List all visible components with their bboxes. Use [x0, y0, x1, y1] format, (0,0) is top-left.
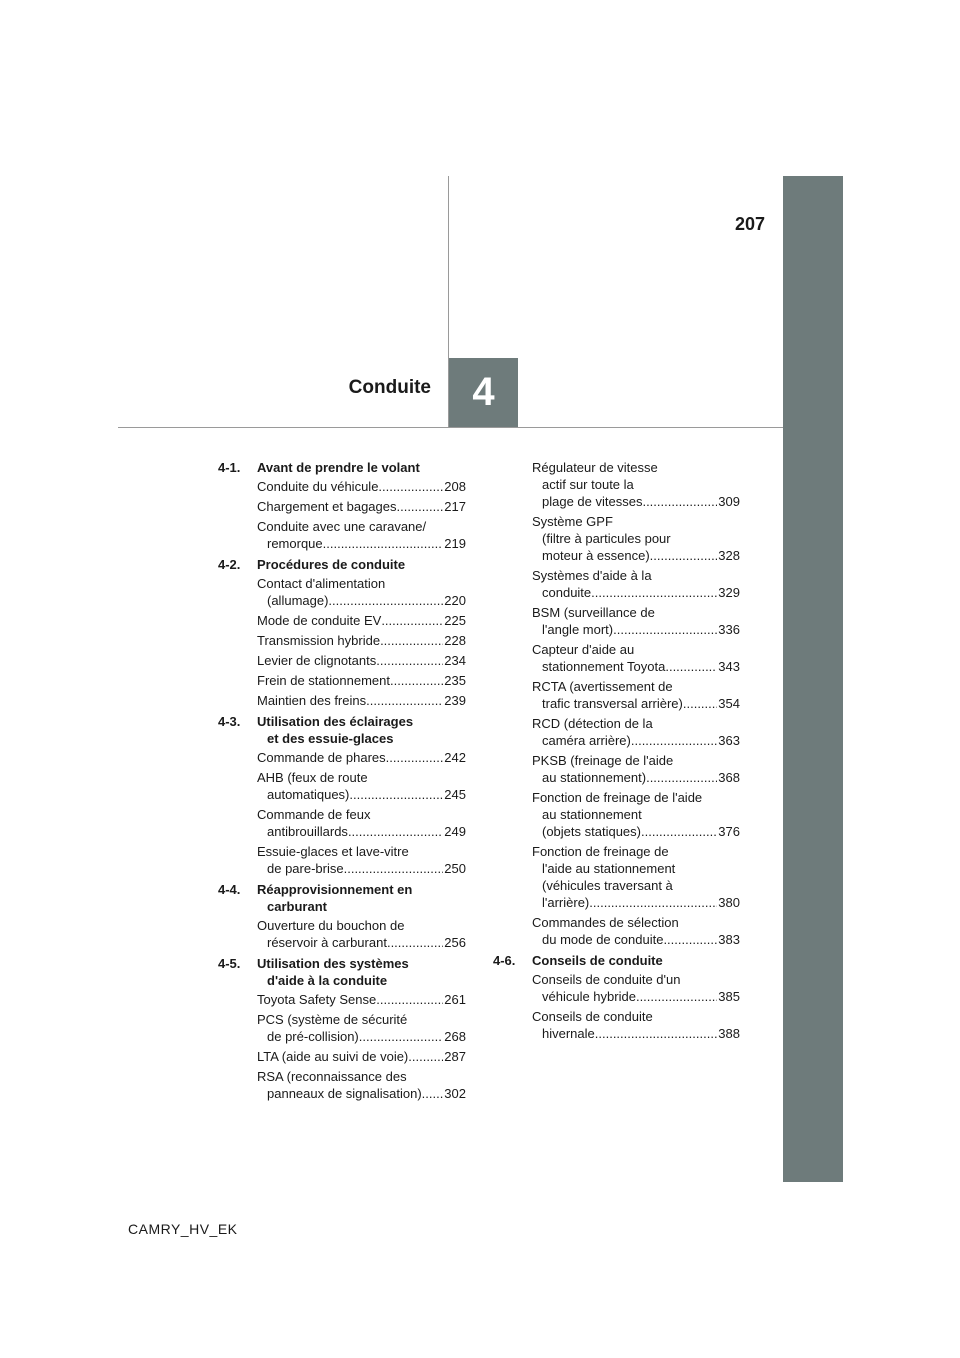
- section-number: 4-3.: [218, 714, 241, 729]
- entry-page-number: 380: [718, 895, 740, 910]
- entry-page-number: 239: [444, 693, 466, 708]
- section-number: 4-5.: [218, 956, 241, 971]
- toc-entry[interactable]: [257, 518, 466, 552]
- toc-entry[interactable]: [257, 692, 466, 709]
- dot-leader: [631, 732, 717, 749]
- entry-page-number: 217: [444, 499, 466, 514]
- section-number: 4-6.: [493, 953, 516, 968]
- section-title-line: Avant de prendre le volant: [257, 460, 420, 475]
- entry-title-line: Contact d'alimentation: [257, 576, 386, 591]
- entry-page-number: 336: [718, 622, 740, 637]
- entry-title-last-line: [532, 695, 740, 712]
- footer-model-code: CAMRY_HV_EK: [128, 1221, 238, 1237]
- dot-leader: [663, 931, 717, 948]
- entry-title-last-line: [532, 493, 740, 510]
- dot-leader: [646, 769, 717, 786]
- entry-title-line: l'angle mort): [542, 622, 614, 637]
- toc-entry[interactable]: [257, 632, 466, 649]
- entry-title-line: de pré-collision): [267, 1029, 359, 1044]
- entry-page-number: 376: [718, 824, 740, 839]
- dot-leader: [636, 988, 717, 1005]
- entry-page-number: 235: [444, 673, 466, 688]
- section-title: [257, 955, 466, 989]
- toc-entry[interactable]: [257, 575, 466, 609]
- entry-page-number: 219: [444, 536, 466, 551]
- toc-section-heading: [218, 556, 466, 573]
- entry-title-line: stationnement Toyota: [542, 659, 666, 674]
- entry-title-line: au stationnement): [542, 770, 647, 785]
- entry-title-line: de pare-brise: [267, 861, 344, 876]
- toc-entry[interactable]: [532, 971, 740, 1005]
- entry-page-number: 368: [718, 770, 740, 785]
- entry-title-line: remorque: [267, 536, 323, 551]
- toc-entry[interactable]: [257, 1048, 466, 1065]
- entry-title-line: Fonction de freinage de: [532, 844, 669, 859]
- entry-title-line: (véhicules traversant à: [542, 878, 673, 893]
- toc-entry[interactable]: [257, 917, 466, 951]
- entry-page-number: 245: [444, 787, 466, 802]
- entry-page-number: 363: [718, 733, 740, 748]
- entry-title-line: (allumage): [267, 593, 329, 608]
- toc-entry[interactable]: [532, 641, 740, 675]
- toc-entry[interactable]: [257, 1011, 466, 1045]
- section-title-line: et des essuie-glaces: [267, 731, 394, 746]
- toc-entry[interactable]: [257, 806, 466, 840]
- entry-page-number: 242: [444, 750, 466, 765]
- entry-page-number: 343: [718, 659, 740, 674]
- entry-title-last-line: [532, 621, 740, 638]
- section-title-line: Réapprovisionnement en: [257, 882, 413, 897]
- dot-leader: [348, 823, 443, 840]
- dot-leader: [408, 1048, 443, 1065]
- toc-entry[interactable]: [532, 715, 740, 749]
- section-number: 4-1.: [218, 460, 241, 475]
- section-title-line: Conseils de conduite: [532, 953, 663, 968]
- toc-entry[interactable]: [532, 752, 740, 786]
- entry-title-last-line: [532, 823, 740, 840]
- entry-title-line: caméra arrière): [542, 733, 631, 748]
- toc-entry[interactable]: [532, 789, 740, 840]
- entry-title-line: plage de vitesses: [542, 494, 643, 509]
- chapter-side-tab: [783, 176, 843, 1182]
- toc-entry[interactable]: [532, 914, 740, 948]
- dot-leader: [589, 894, 717, 911]
- entry-title-line: Ouverture du bouchon de: [257, 918, 405, 933]
- entry-title-last-line: [532, 658, 740, 675]
- toc-section-heading: [218, 881, 466, 915]
- entry-title-last-line: [532, 1025, 740, 1042]
- entry-page-number: 225: [444, 613, 466, 628]
- dot-leader: [381, 612, 443, 629]
- entry-title-line: moteur à essence): [542, 548, 650, 563]
- entry-page-number: 249: [444, 824, 466, 839]
- entry-title-last-line: [257, 652, 466, 669]
- dot-leader: [591, 584, 717, 601]
- section-title: [257, 556, 466, 573]
- toc-section-heading: [218, 955, 466, 989]
- entry-title-line: panneaux de signalisation): [267, 1086, 422, 1101]
- entry-page-number: 328: [718, 548, 740, 563]
- dot-leader: [642, 493, 717, 510]
- entry-title-line: (objets statiques): [542, 824, 641, 839]
- entry-title-line: Fonction de freinage de l'aide: [532, 790, 703, 805]
- section-title: [257, 459, 466, 476]
- entry-title-last-line: [257, 1085, 466, 1102]
- dot-leader: [641, 823, 717, 840]
- entry-title-last-line: [257, 749, 466, 766]
- entry-title-last-line: [257, 478, 466, 495]
- dot-leader: [650, 547, 718, 564]
- entry-page-number: 228: [444, 633, 466, 648]
- entry-title-line: Conduite avec une caravane/: [257, 519, 427, 534]
- section-title-line: carburant: [267, 899, 327, 914]
- toc-section-heading: [493, 952, 740, 969]
- entry-title-last-line: [257, 823, 466, 840]
- entry-title-last-line: [257, 786, 466, 803]
- dot-leader: [328, 592, 443, 609]
- entry-page-number: 354: [718, 696, 740, 711]
- toc-section-heading: [218, 713, 466, 747]
- entry-title-line: réservoir à carburant: [267, 935, 387, 950]
- entry-title-last-line: [257, 1028, 466, 1045]
- dot-leader: [378, 478, 443, 495]
- entry-title-last-line: [257, 1048, 466, 1065]
- entry-page-number: 383: [718, 932, 740, 947]
- section-title: [257, 881, 466, 915]
- entry-title-last-line: [532, 769, 740, 786]
- entry-title-line: automatiques): [267, 787, 350, 802]
- section-title: [257, 713, 466, 747]
- entry-title-last-line: [532, 547, 740, 564]
- entry-title-line: Chargement et bagages: [257, 499, 397, 514]
- entry-title-last-line: [257, 592, 466, 609]
- dot-leader: [376, 991, 443, 1008]
- toc-entry[interactable]: [532, 604, 740, 638]
- dot-leader: [595, 1025, 718, 1042]
- entry-title-line: Commande de phares: [257, 750, 386, 765]
- entry-title-line: RSA (reconnaissance des: [257, 1069, 407, 1084]
- section-title-line: Utilisation des éclairages: [257, 714, 414, 729]
- toc-entry[interactable]: [257, 478, 466, 495]
- entry-title-line: Essuie-glaces et lave-vitre: [257, 844, 409, 859]
- entry-title-last-line: [257, 991, 466, 1008]
- section-title: [532, 952, 740, 969]
- entry-title-line: hivernale: [542, 1026, 595, 1041]
- entry-page-number: 287: [444, 1049, 466, 1064]
- toc-entry[interactable]: [532, 513, 740, 564]
- section-title-line: Utilisation des systèmes: [257, 956, 409, 971]
- toc-entry[interactable]: [257, 498, 466, 515]
- toc-entry[interactable]: [532, 843, 740, 911]
- entry-page-number: 220: [444, 593, 466, 608]
- entry-title-line: Commandes de sélection: [532, 915, 679, 930]
- toc-entry[interactable]: [257, 672, 466, 689]
- entry-title-line: trafic transversal arrière): [542, 696, 683, 711]
- entry-title-line: antibrouillards: [267, 824, 348, 839]
- entry-title-line: Maintien des freins: [257, 693, 367, 708]
- entry-page-number: 208: [444, 479, 466, 494]
- entry-page-number: 250: [444, 861, 466, 876]
- header-horizontal-rule: [118, 427, 783, 428]
- entry-page-number: 268: [444, 1029, 466, 1044]
- entry-title-last-line: [257, 692, 466, 709]
- entry-page-number: 261: [444, 992, 466, 1007]
- entry-title-last-line: [257, 632, 466, 649]
- entry-title-line: AHB (feux de route: [257, 770, 368, 785]
- entry-title-line: actif sur toute la: [542, 477, 634, 492]
- dot-leader: [344, 860, 444, 877]
- entry-title-line: RCD (détection de la: [532, 716, 653, 731]
- entry-title-line: BSM (surveillance de: [532, 605, 655, 620]
- entry-title-last-line: [257, 860, 466, 877]
- toc-column-right: [493, 459, 740, 1045]
- entry-title-last-line: [257, 934, 466, 951]
- toc-entry[interactable]: [257, 769, 466, 803]
- entry-title-line: véhicule hybride: [542, 989, 636, 1004]
- toc-entry[interactable]: [257, 991, 466, 1008]
- dot-leader: [390, 672, 443, 689]
- dot-leader: [376, 652, 443, 669]
- entry-title-last-line: [257, 672, 466, 689]
- entry-title-line: Transmission hybride: [257, 633, 381, 648]
- dot-leader: [683, 695, 717, 712]
- entry-title-line: l'aide au stationnement: [542, 861, 676, 876]
- toc-entry[interactable]: [532, 1008, 740, 1042]
- dot-leader: [359, 1028, 444, 1045]
- toc-entry[interactable]: [257, 1068, 466, 1102]
- entry-page-number: 309: [718, 494, 740, 509]
- dot-leader: [366, 692, 443, 709]
- entry-title-last-line: [257, 535, 466, 552]
- chapter-title: Conduite: [348, 377, 431, 398]
- chapter-number-box: 4: [449, 358, 518, 427]
- entry-title-line: Conseils de conduite: [532, 1009, 653, 1024]
- entry-title-last-line: [257, 498, 466, 515]
- dot-leader: [396, 498, 443, 515]
- section-number: 4-4.: [218, 882, 241, 897]
- entry-title-last-line: [532, 988, 740, 1005]
- toc-entry[interactable]: [257, 843, 466, 877]
- entry-title-last-line: [257, 612, 466, 629]
- entry-page-number: 388: [718, 1026, 740, 1041]
- dot-leader: [665, 658, 717, 675]
- dot-leader: [387, 934, 443, 951]
- entry-title-line: du mode de conduite: [542, 932, 664, 947]
- entry-title-line: Capteur d'aide au: [532, 642, 635, 657]
- page-number: 207: [735, 214, 766, 234]
- toc-entry[interactable]: [532, 678, 740, 712]
- section-title-line: Procédures de conduite: [257, 557, 406, 572]
- entry-title-last-line: [532, 894, 740, 911]
- entry-page-number: 302: [444, 1086, 466, 1101]
- entry-title-line: Levier de clignotants: [257, 653, 377, 668]
- entry-title-line: conduite: [542, 585, 592, 600]
- entry-title-line: Régulateur de vitesse: [532, 460, 658, 475]
- entry-title-line: l'arrière): [542, 895, 590, 910]
- entry-title-line: LTA (aide au suivi de voie): [257, 1049, 409, 1064]
- dot-leader: [613, 621, 717, 638]
- entry-title-last-line: [532, 584, 740, 601]
- dot-leader: [323, 535, 444, 552]
- entry-page-number: 256: [444, 935, 466, 950]
- entry-title-line: Conseils de conduite d'un: [532, 972, 681, 987]
- toc-section-heading: [218, 459, 466, 476]
- toc-entry[interactable]: [257, 652, 466, 669]
- entry-title-line: Mode de conduite EV: [257, 613, 382, 628]
- entry-title-line: PCS (système de sécurité: [257, 1012, 408, 1027]
- entry-page-number: 329: [718, 585, 740, 600]
- dot-leader: [386, 749, 444, 766]
- entry-page-number: 234: [444, 653, 466, 668]
- entry-title-last-line: [532, 931, 740, 948]
- section-number: 4-2.: [218, 557, 241, 572]
- toc-entry[interactable]: [257, 749, 466, 766]
- section-title-line: d'aide à la conduite: [267, 973, 388, 988]
- entry-title-line: Conduite du véhicule: [257, 479, 379, 494]
- toc-column-left: [218, 459, 466, 1105]
- entry-title-line: (filtre à particules pour: [542, 531, 671, 546]
- toc-entry[interactable]: [257, 612, 466, 629]
- entry-title-line: Système GPF: [532, 514, 613, 529]
- entry-title-line: Systèmes d'aide à la: [532, 568, 652, 583]
- entry-title-last-line: [532, 732, 740, 749]
- dot-leader: [422, 1085, 444, 1102]
- entry-title-line: Frein de stationnement: [257, 673, 390, 688]
- entry-page-number: 385: [718, 989, 740, 1004]
- entry-title-line: Commande de feux: [257, 807, 371, 822]
- toc-entry[interactable]: [532, 459, 740, 510]
- dot-leader: [349, 786, 443, 803]
- entry-title-line: PKSB (freinage de l'aide: [532, 753, 674, 768]
- dot-leader: [380, 632, 443, 649]
- toc-entry[interactable]: [532, 567, 740, 601]
- entry-title-line: au stationnement: [542, 807, 642, 822]
- entry-title-line: RCTA (avertissement de: [532, 679, 673, 694]
- entry-title-line: Toyota Safety Sense: [257, 992, 377, 1007]
